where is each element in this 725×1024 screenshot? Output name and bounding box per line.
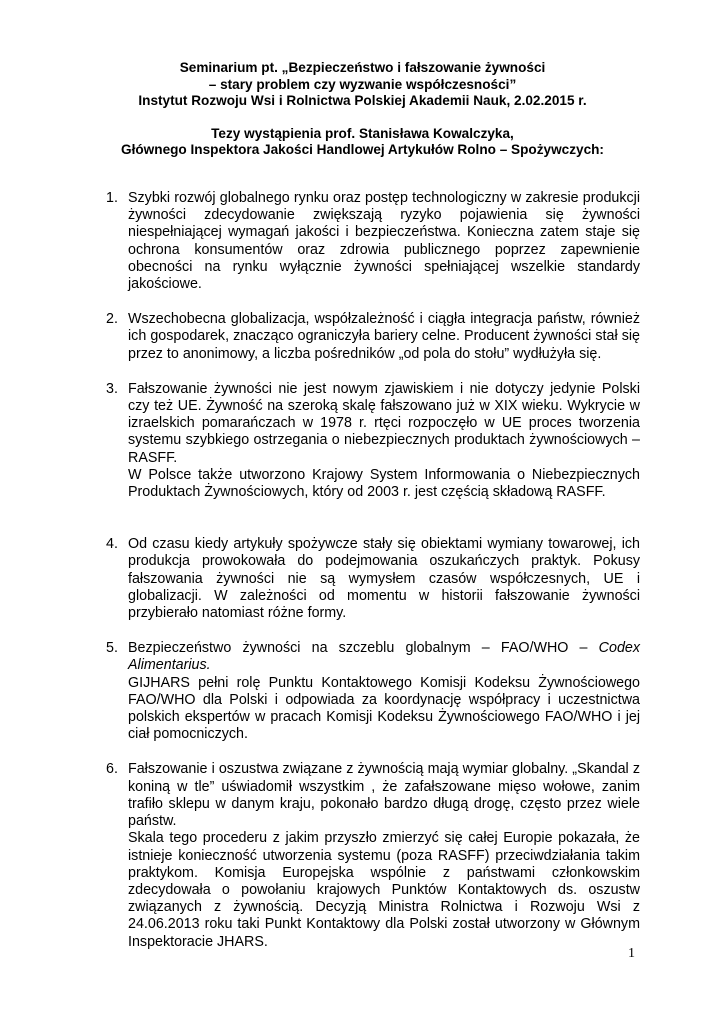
item-number: 6.: [106, 761, 118, 778]
list-item-3: [106, 381, 640, 501]
item-number: 5.: [106, 640, 118, 657]
item-paragraph: Skala tego procederu z jakim przyszło zmierzyć się całej Europie pokazała, że istnieje konieczność utworzenia systemu (poza RASFF) przeciwdziałania takim praktykom. Komisja Europejska wspólnie z państwami członkowskim zdecydowała o powołaniu krajowych Punktów Kontaktowych ds. oszustw związanych z żywnością. Decyzją Ministra Rolnictwa i Rozwoju Wsi z 24.06.2013 roku taki Punkt Kontaktowy dla Polski został utworzony w Głównym Inspektoracie JHARS.: [128, 830, 640, 950]
item-paragraph: Fałszowanie i oszustwa związane z żywnością mają wymiar globalny. „Skandal z koniną w tle” uświadomił wszystkim , że zafałszowane mięso wołowe, zanim trafiło sklepu w danym kraju, pokonało bardzo długą drogę, często przez wiele państw.: [128, 761, 640, 830]
item-paragraph: GIJHARS pełni rolę Punktu Kontaktowego Komisji Kodeksu Żywnościowego FAO/WHO dla Polski i odpowiada za koordynację współpracy i uczestnictwa polskich ekspertów w pracach Komisji Kodeksu Żywnościowego FAO/WHO i jej ciał pomocniczych.: [128, 674, 640, 743]
seminar-title-line-2: – stary problem czy wyzwanie współczesności”: [208, 76, 517, 92]
item-paragraph: Szybki rozwój globalnego rynku oraz postęp technologiczny w zakresie produkcji żywności zdecydowanie zwiększają ryzyko pojawienia się żywności niespełniającej wymagań jakości i bezpieczeństwa. Konieczna zatem staje się ochrona konsumentów oraz zdrowia publicznego poprzez zapewnienie obecności na rynku wyłącznie żywności spełniającej wszelkie standardy jakościowe.: [128, 190, 640, 293]
theses-title-line-2: Głównego Inspektora Jakości Handlowej Artykułów Rolno – Spożywczych:: [121, 142, 604, 157]
item-paragraph: Od czasu kiedy artykuły spożywcze stały się obiektami wymiany towarowej, ich produkcja prowokowała do podejmowania oszukańczych praktyk. Pokusy fałszowania żywności nie są wymysłem czasów współczesnych, UE i globalizacji. W zależności od momentu w historii fałszowanie żywności przybierało natomiast różne formy.: [128, 536, 640, 622]
list-item-2: [106, 311, 640, 363]
item-paragraph: Wszechobecna globalizacja, współzależność i ciągła integracja państw, również ich gospodarek, znacząco ograniczyła bariery celne. Producent żywności stał się przez to anonimowy, a liczba pośredników „od pola do stołu” wydłużyła się.: [128, 311, 640, 362]
theses-title-line-1: Tezy wystąpienia prof. Stanisława Kowalczyka,: [211, 125, 514, 141]
item-text: Bezpieczeństwo żywności na szczeblu globalnym – FAO/WHO –: [128, 640, 599, 657]
item-number: 4.: [106, 536, 118, 553]
list-item-4: [106, 536, 640, 622]
item-number: 2.: [106, 311, 118, 328]
theses-list: [106, 190, 640, 951]
item-paragraph: [128, 640, 640, 674]
item-number: 3.: [106, 380, 118, 397]
list-item-5: [106, 640, 640, 743]
item-paragraph: Fałszowanie żywności nie jest nowym zjawiskiem i nie dotyczy jedynie Polski czy też UE. Żywność na szeroką skalę fałszowano już w XIX wieku. Wykrycie w izraelskich pomarańczach w 1978 r. rtęci rozpoczęło w UE proces tworzenia systemu szybkiego ostrzegania o niebezpiecznych produktach żywnościowych – RASFF.: [128, 380, 640, 466]
institute-line: Instytut Rozwoju Wsi i Rolnictwa Polskiej Akademii Nauk, 2.02.2015 r.: [138, 93, 587, 108]
list-item-6: [106, 761, 640, 950]
codex-alimentarius-italic: Codex Alimentarius.: [128, 640, 640, 674]
item-number: 1.: [106, 190, 118, 206]
seminar-title-line-1: Seminarium pt. „Bezpieczeństwo i fałszowanie żywności: [179, 60, 546, 75]
page-number: 1: [628, 946, 635, 961]
item-paragraph: W Polsce także utworzono Krajowy System Informowania o Niebezpiecznych Produktach Żywnościowych, który od 2003 r. jest częścią składową RASFF.: [128, 466, 640, 501]
document-header: [0, 60, 725, 159]
list-item-1: [106, 190, 640, 293]
